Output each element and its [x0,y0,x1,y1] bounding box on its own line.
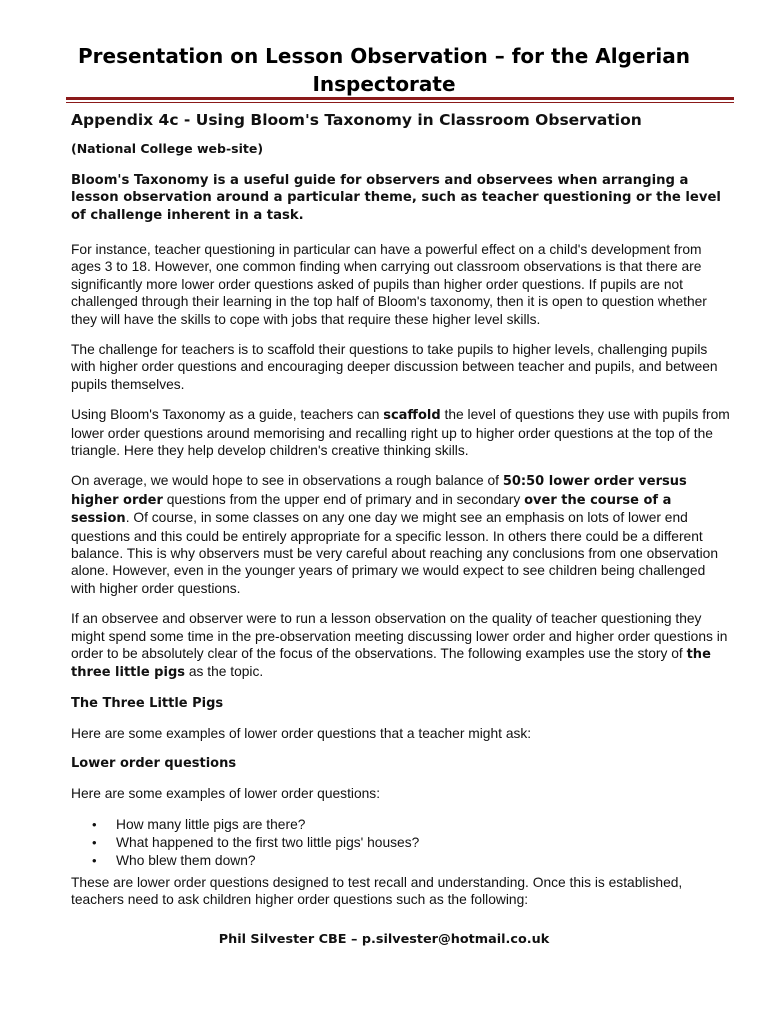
lead-paragraph: Bloom's Taxonomy is a useful guide for observers and observees when arranging a lesson observation around a particular theme, such as teacher questioning or the level of challenge inherent in a task. [71,173,721,223]
question-list [71,816,733,870]
text-run: Using Bloom's Taxonomy as a guide, teachers can [71,407,384,423]
document-title: Presentation on Lesson Observation – for the Algerian Inspectorate [78,44,690,96]
question-text: Who blew them down? [116,852,256,868]
bullet-icon: • [92,852,97,868]
list-item [71,834,733,852]
text-run: the level of questions they use with pupils from lower order questions around memorising and recalling right up to higher order questions at the top of the triangle. Here they help develop children's creative thinking skills. [71,407,730,458]
source-note: (National College web-site) [71,141,264,156]
text-run: If an observee and observer were to run a lesson observation on the quality of teacher questioning they might spend some time in the pre-observation meeting discussing lower order and higher order questions in order to be absolutely clear of the focus of the observations. The following examples use the story of [71,611,728,662]
text-run: as the topic. [185,664,264,680]
section-heading-three-little-pigs: The Three Little Pigs [71,695,224,711]
emphasis-balance: 50:50 lower order versus higher order [71,474,687,508]
paragraph-observation-meeting [71,610,733,682]
paragraph-closing: These are lower order questions designed to test recall and understanding. Once this is established, teachers need to ask children higher order questions such as the following: [71,874,683,908]
title-divider-thin [66,102,734,103]
section-heading-lower-order: Lower order questions [71,756,237,772]
document-body [71,110,733,921]
paragraph-examples-intro: Here are some examples of lower order questions that a teacher might ask: [71,725,532,741]
title-divider-thick [66,97,734,100]
paragraph-challenge: The challenge for teachers is to scaffold their questions to take pupils to higher levels, challenging pupils with higher order questions and encouraging deeper discussion between teacher and pupils, and between pupils themselves. [71,341,718,392]
bullet-icon: • [92,834,97,850]
emphasis-session: over the course of a session [71,492,672,527]
text-run: . Of course, in some classes on any one day we might see an emphasis on lots of lower end questions and this could be entirely appropriate for a specific lesson. In others there could be a different balance. This is why observers must be very careful about reaching any conclusions from one observation alone. However, even in the younger years of primary we would expect to see children being challenged with higher order questions. [71,510,718,596]
appendix-heading: Appendix 4c - Using Bloom's Taxonomy in Classroom Observation [71,111,642,129]
paragraph-lower-order-intro: Here are some examples of lower order questions: [71,786,381,802]
paragraph-scaffold [71,406,733,459]
question-text: What happened to the first two little pigs' houses? [116,834,420,850]
paragraph-questioning-effect: For instance, teacher questioning in particular can have a powerful effect on a child's development from ages 3 to 18. However, one common finding when carrying out classroom observations is that there are significantly more lower order questions asked of pupils than higher order questions. If pupils are not challenged through their learning in the top half of Bloom's taxonomy, then it is open to question whether they will have the skills to cope with jobs that require these higher level skills. [71,241,707,327]
footer-author-contact: Phil Silvester CBE – p.silvester@hotmail.co.uk [218,932,550,947]
paragraph-balance [71,472,733,597]
text-run: On average, we would hope to see in observations a rough balance of [71,473,503,489]
bullet-icon: • [92,816,97,832]
emphasis-three-little-pigs: the three little pigs [71,647,711,681]
list-item [71,816,733,834]
text-run: questions from the upper end of primary and in secondary [162,491,525,507]
emphasis-scaffold: scaffold [383,408,441,424]
question-text: How many little pigs are there? [116,816,306,832]
list-item [71,852,733,870]
